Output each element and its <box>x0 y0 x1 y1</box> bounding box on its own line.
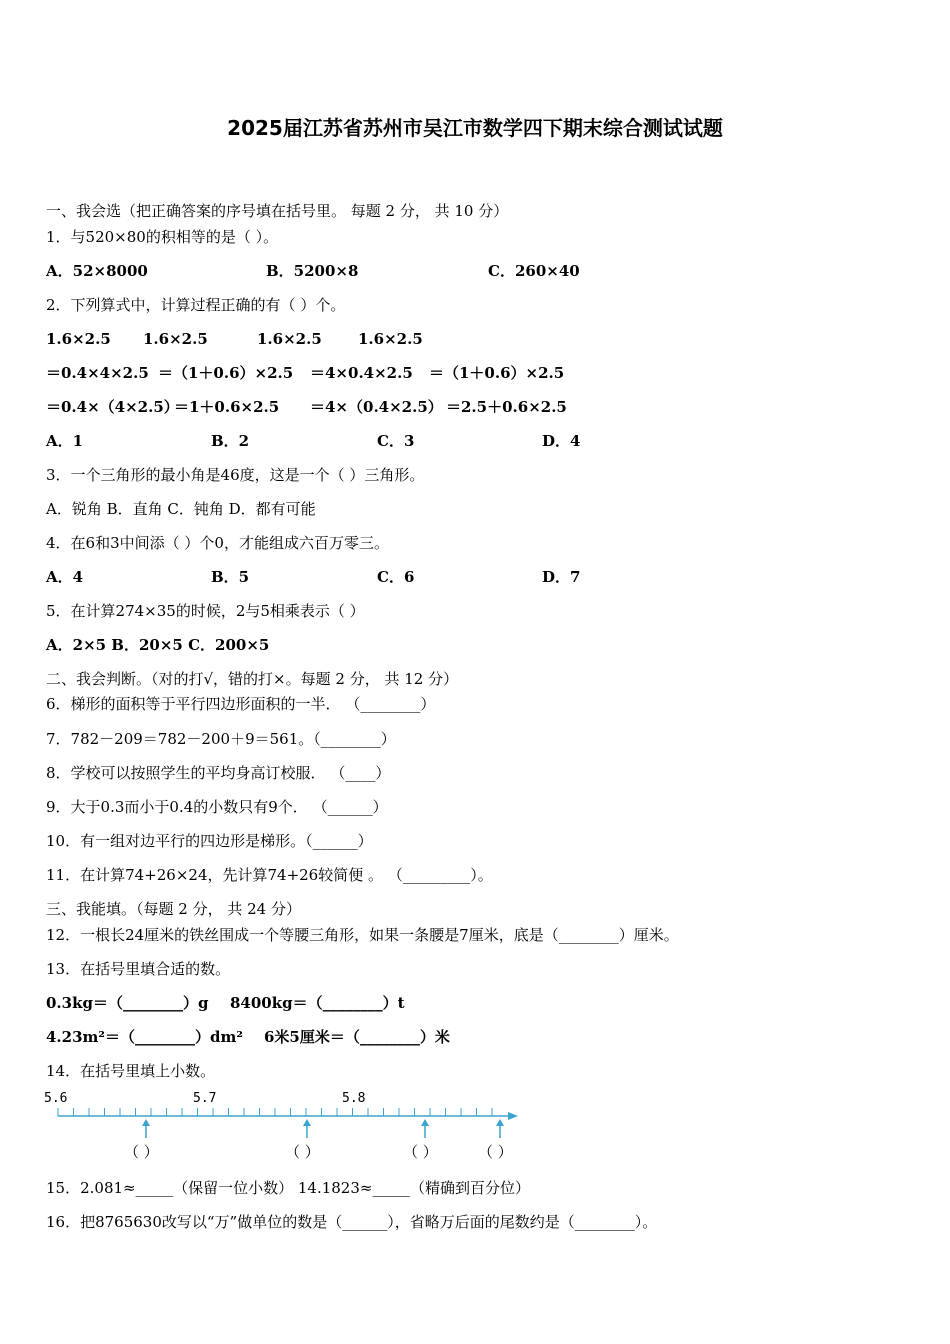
q10-stem: 10．有一组对边平行的四边形是梯形。（______） <box>46 832 373 850</box>
section2-header: 二、我会判断。（对的打√，错的打×。每题 2 分， 共 12 分） <box>46 670 459 688</box>
axis-arrowhead <box>508 1112 518 1120</box>
q14-blank-3: （ ） <box>403 1143 438 1161</box>
q4-option-c: C．6 <box>377 568 415 586</box>
q4-option-d: D．7 <box>542 568 581 586</box>
q2-option-d: D．4 <box>542 432 581 450</box>
q4-option-a: A．4 <box>46 568 84 586</box>
q13-blank-d: 6米5厘米＝（________）米 <box>264 1028 450 1046</box>
q7-stem: 7．782－209＝782－200＋9＝561。（________） <box>46 730 396 748</box>
page-title: 2025届江苏省苏州市吴江市数学四下期末综合测试试题 <box>227 116 723 140</box>
q4-stem: 4．在6和3中间添（ ）个0，才能组成六百万零三。 <box>46 534 389 552</box>
q14-blank-1: （ ） <box>124 1143 159 1161</box>
q14-blank-2: （ ） <box>285 1143 320 1161</box>
q1-option-a: A．52×8000 <box>46 262 148 280</box>
number-line-arrows <box>142 1119 504 1138</box>
q2-expr-3-line1: 1.6×2.5 <box>257 330 322 348</box>
q2-expr-4-line2: ＝（1＋0.6）×2.5 <box>429 364 565 382</box>
q2-expr-2-line3: ＝1＋0.6×2.5 <box>174 398 280 416</box>
q6-stem: 6．梯形的面积等于平行四边形面积的一半． （________） <box>46 695 436 713</box>
q11-stem: 11．在计算74+26×24，先计算74+26较简便 。 （_________）。 <box>46 866 493 884</box>
q5-stem: 5．在计算274×35的时候，2与5相乘表示（ ） <box>46 602 365 620</box>
q16-stem: 16．把8765630改写以“万”做单位的数是（______），省略万后面的尾数约是（________）。 <box>46 1213 658 1231</box>
section3-header: 三、我能填。（每题 2 分， 共 24 分） <box>46 900 301 918</box>
q2-expr-4-line3: ＝2.5＋0.6×2.5 <box>446 398 567 416</box>
q12-stem: 12．一根长24厘米的铁丝围成一个等腰三角形，如果一条腰是7厘米，底是（________）厘米。 <box>46 926 679 944</box>
q2-expr-1-line3: ＝0.4×（4×2.5） <box>46 398 179 416</box>
q13-blank-a: 0.3kg＝（________）g <box>46 994 209 1012</box>
pointer-arrow-2 <box>303 1119 311 1138</box>
q4-option-b: B．5 <box>211 568 250 586</box>
section1-header: 一、我会选（把正确答案的序号填在括号里。 每题 2 分， 共 10 分） <box>46 202 509 220</box>
q2-expr-1-line2: ＝0.4×4×2.5 <box>46 364 149 382</box>
q2-option-a: A．1 <box>46 432 84 450</box>
q1-option-c: C．260×40 <box>488 262 580 280</box>
number-line-label-5-8: 5.8 <box>342 1091 366 1106</box>
q3-stem: 3．一个三角形的最小角是46度，这是一个（ ）三角形。 <box>46 466 425 484</box>
q15-stem: 15．2.081≈_____（保留一位小数） 14.1823≈_____（精确到百分位） <box>46 1179 530 1197</box>
q2-expr-3-line3: ＝4×（0.4×2.5） <box>310 398 443 416</box>
q14-stem: 14．在括号里填上小数。 <box>46 1062 216 1080</box>
q1-stem: 1．与520×80的积相等的是（ ）。 <box>46 228 279 246</box>
pointer-arrow-3 <box>421 1119 429 1138</box>
q2-expr-1-line1: 1.6×2.5 <box>46 330 111 348</box>
q3-options: A．锐角 B．直角 C．钝角 D．都有可能 <box>46 500 316 518</box>
number-line-label-5-7: 5.7 <box>193 1091 217 1106</box>
q2-expr-3-line2: ＝4×0.4×2.5 <box>310 364 413 382</box>
q13-stem: 13．在括号里填合适的数。 <box>46 960 231 978</box>
number-line-label-5-6: 5.6 <box>44 1091 68 1106</box>
q2-expr-2-line1: 1.6×2.5 <box>143 330 208 348</box>
q2-stem: 2．下列算式中，计算过程正确的有（ ）个。 <box>46 296 346 314</box>
q1-option-b: B．5200×8 <box>266 262 359 280</box>
q14-blank-4: （ ） <box>478 1143 513 1161</box>
q2-expr-4-line1: 1.6×2.5 <box>358 330 423 348</box>
q8-stem: 8．学校可以按照学生的平均身高订校服． （____） <box>46 764 391 782</box>
q13-blank-c: 4.23m²＝（________）dm² <box>46 1028 243 1046</box>
q5-options: A．2×5 B．20×5 C．200×5 <box>46 636 270 654</box>
q2-option-c: C．3 <box>377 432 415 450</box>
q9-stem: 9．大于0.3而小于0.4的小数只有9个． （______） <box>46 798 388 816</box>
q2-option-b: B．2 <box>211 432 250 450</box>
pointer-arrow-1 <box>142 1119 150 1138</box>
number-line-ticks <box>58 1108 492 1116</box>
q13-blank-b: 8400kg＝（________）t <box>230 994 405 1012</box>
q2-expr-2-line2: ＝（1＋0.6）×2.5 <box>158 364 294 382</box>
pointer-arrow-4 <box>496 1119 504 1138</box>
number-line-axis <box>58 1112 518 1120</box>
